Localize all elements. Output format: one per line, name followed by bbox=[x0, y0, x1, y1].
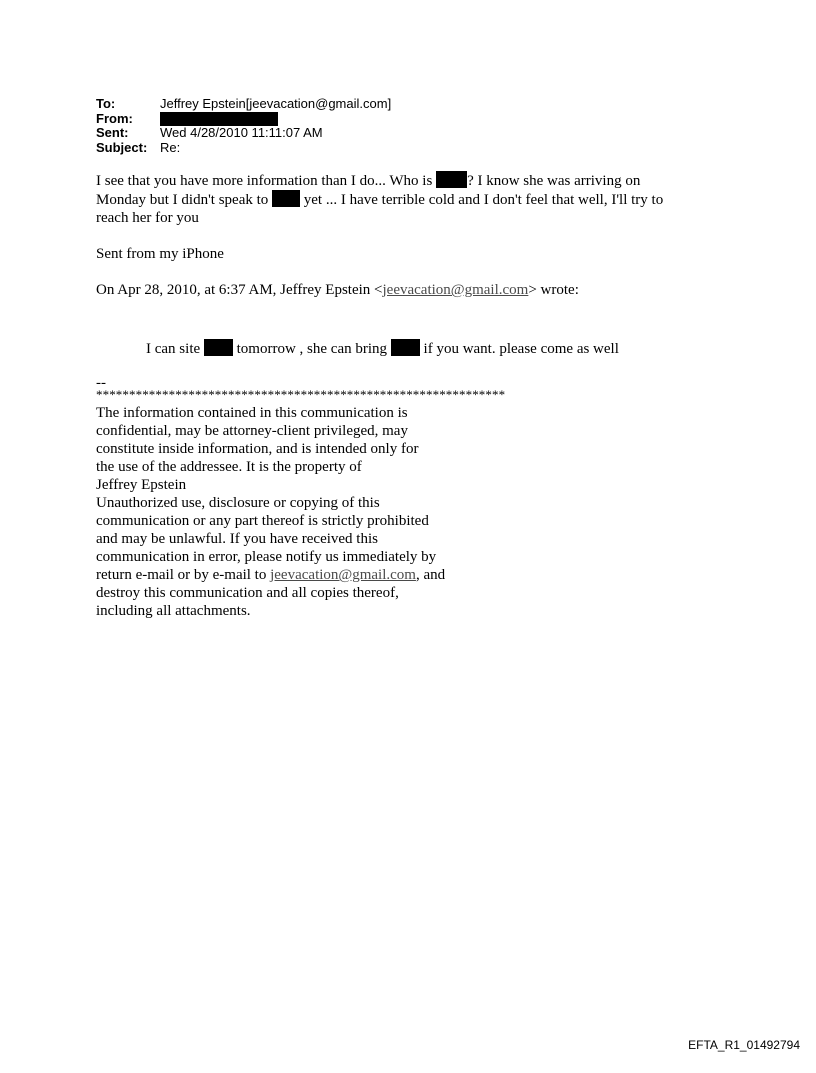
quote-intro-a: On Apr 28, 2010, at 6:37 AM, Jeffrey Epstein < bbox=[96, 282, 383, 298]
quoted-message bbox=[146, 339, 619, 358]
to-value: Jeffrey Epstein[jeevacation@gmail.com] bbox=[160, 96, 392, 111]
footer-line: Jeffrey Epstein bbox=[96, 477, 187, 493]
footer-mail-b: , and bbox=[415, 567, 446, 583]
to-row bbox=[96, 97, 391, 112]
body-line2-a: Monday but I didn't speak to bbox=[96, 192, 273, 208]
quote-c: if you want. please come as well bbox=[419, 341, 619, 357]
from-redaction bbox=[160, 112, 278, 126]
footer-line-mail bbox=[96, 566, 496, 584]
footer-line: confidential, may be attorney-client privileged, may bbox=[96, 423, 408, 439]
quote-a: I can site bbox=[146, 341, 204, 357]
subject-value: Re: bbox=[160, 139, 181, 155]
body-line3: reach her for you bbox=[96, 210, 199, 226]
footer-line: destroy this communication and all copies thereof, bbox=[96, 585, 399, 601]
email-link[interactable]: jeevacation@gmail.com bbox=[382, 282, 529, 298]
footer-stars: ************************************************************** bbox=[96, 387, 506, 402]
quote-b: tomorrow , she can bring bbox=[232, 341, 391, 357]
footer-line: including all attachments. bbox=[96, 603, 251, 619]
to-label: To: bbox=[96, 96, 116, 111]
footer-line: constitute inside information, and is intended only for bbox=[96, 441, 419, 457]
message-paragraph bbox=[96, 171, 736, 227]
signature: Sent from my iPhone bbox=[96, 246, 224, 262]
redaction-block bbox=[436, 171, 467, 188]
email-header bbox=[96, 97, 391, 155]
subject-row bbox=[96, 141, 391, 156]
redaction-block bbox=[204, 339, 233, 356]
footer-dash: -- bbox=[96, 375, 106, 391]
quote-intro-b: > wrote: bbox=[528, 282, 579, 298]
quote-intro bbox=[96, 281, 736, 299]
sent-value: Wed 4/28/2010 11:11:07 AM bbox=[160, 125, 323, 141]
body-line2-b: yet ... I have terrible cold and I don't feel that well, I'll try to bbox=[300, 192, 664, 208]
footer-email-link[interactable]: jeevacation@gmail.com bbox=[270, 567, 416, 583]
email-body bbox=[96, 171, 736, 299]
subject-label: Subject: bbox=[96, 139, 148, 155]
footer-line: communication or any part thereof is strictly prohibited bbox=[96, 513, 429, 529]
footer-line: the use of the addressee. It is the property of bbox=[96, 459, 362, 475]
redaction-block bbox=[272, 190, 300, 207]
footer-line: and may be unlawful. If you have received this bbox=[96, 531, 378, 547]
body-line1-a: I see that you have more information than I do... Who is bbox=[96, 173, 437, 189]
document-id: EFTA_R1_01492794 bbox=[688, 1038, 800, 1052]
redaction-block bbox=[391, 339, 420, 356]
confidentiality-footer bbox=[96, 375, 506, 620]
sent-row bbox=[96, 126, 391, 141]
footer-line: The information contained in this communication is bbox=[96, 405, 408, 421]
from-label: From: bbox=[96, 110, 133, 126]
body-line1-b: ? I know she was arriving on bbox=[467, 173, 641, 189]
footer-line: communication in error, please notify us immediately by bbox=[96, 549, 437, 565]
sent-label: Sent: bbox=[96, 125, 129, 141]
footer-line: Unauthorized use, disclosure or copying of this bbox=[96, 495, 380, 511]
footer-text bbox=[96, 404, 496, 620]
footer-mail-a: return e-mail or by e-mail to bbox=[96, 567, 271, 583]
from-row bbox=[96, 112, 391, 127]
